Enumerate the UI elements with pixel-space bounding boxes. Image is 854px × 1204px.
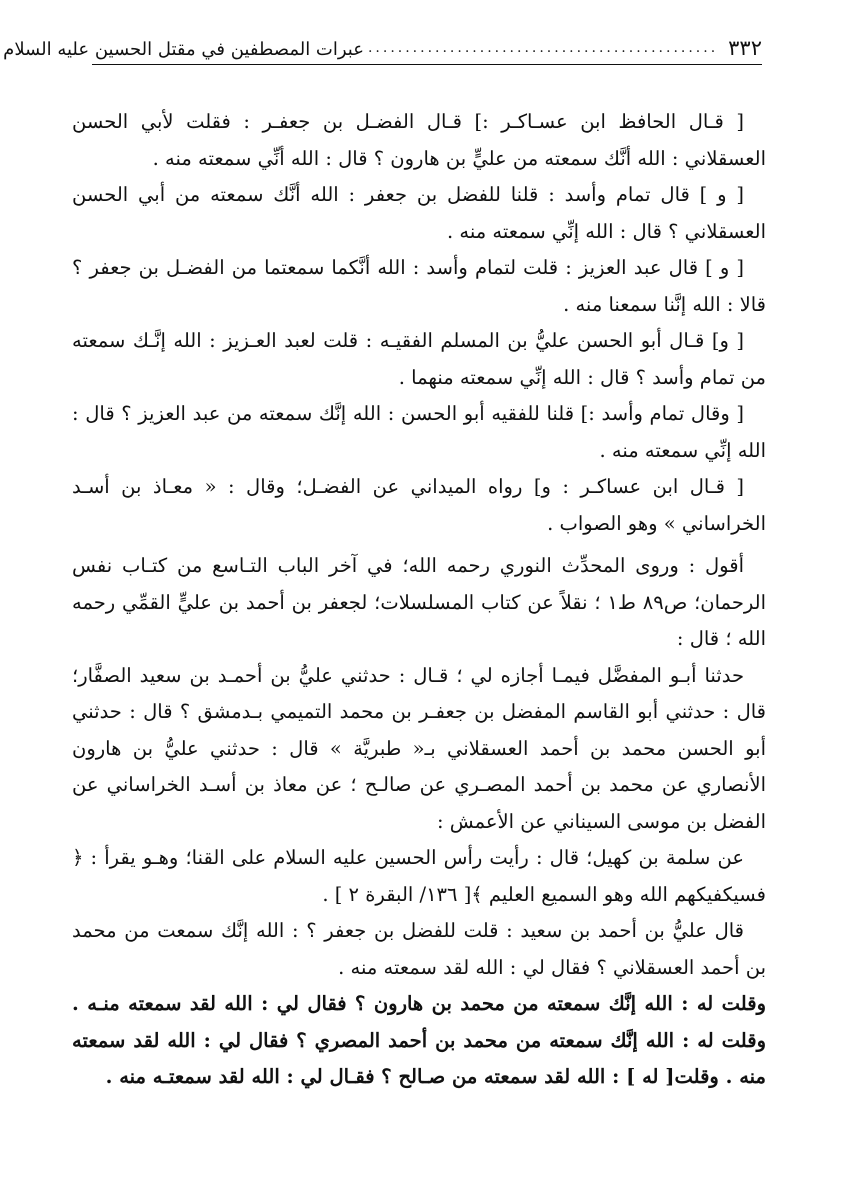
paragraph: قال عليُّ بن أحمد بن سعيد : قلت للفضل بن جعفر ؟ : الله إنَّك سمعت من محمد بن أحمد العسقلاني ؟ فقال لي : الله لقد سمعته منه .	[72, 919, 766, 979]
paragraph: حدثنا أبـو المفضَّل فيمـا أجازه لي ؛ قـال : حدثني عليُّ بن أحمـد بن سعيد الصفَّار؛ قال : حدثني أبو القاسم المفضل بن جعفـر بن محمد التميمي بـدمشق ؟ قال : حدثني أبو الحسن محمد بن أحمد العسقلاني بـ« طبريَّة » قال : حدثني عليُّ بن هارون الأنصاري عن محمد بن أحمد المصـري عن صالـح ؛ عن معاذ بن أسـد الخراساني عن الفضل بن موسى السيناني عن الأعمش :	[72, 663, 766, 833]
body-text	[72, 104, 766, 1096]
paragraph: [ وقال تمام وأسد :] قلنا للفقيه أبو الحسن : الله إنَّك سمعته من عبد العزيز ؟ قال : الله إنِّي سمعته منه .	[72, 402, 766, 462]
paragraph: [ قـال ابن عساكـر : و] رواه الميداني عن الفضـل؛ وقال : « معـاذ بن أسـد الخراساني » وهو الصواب .	[72, 475, 766, 535]
book-title: عبرات المصطفين في مقتل الحسين عليه السلام	[3, 39, 364, 60]
header-rule	[92, 64, 762, 65]
paragraph: [ و ] قال عبد العزيز : قلت لتمام وأسد : الله أنَّكما سمعتما من الفضـل بن جعفر ؟ قالا : الله إنَّنا سمعنا منه .	[72, 256, 766, 316]
paragraph: عن سلمة بن كهيل؛ قال : رأيت رأس الحسين عليه السلام على القنا؛ وهـو يقرأ : ﴿ فسيكفيكهم الله وهو السميع العليم ﴾[ ١٣٦/ البقرة ٢ ] .	[72, 846, 766, 906]
paragraph: [ و ] قال تمام وأسد : قلنا للفضل بن جعفر : الله أنَّك سمعته من أبي الحسن العسقلاني ؟ قال : الله إنِّي سمعته منه .	[72, 183, 766, 243]
paragraph: [ و] قـال أبو الحسن عليُّ بن المسلم الفقيـه : قلت لعبد العـزيز : الله إنَّـك سمعته من تمام وأسد ؟ قال : الله إنِّي سمعته منهما .	[72, 329, 766, 389]
running-header	[3, 26, 762, 60]
paragraph: أقول : وروى المحدِّث النوري رحمه الله؛ في آخر الباب التـاسع من كتـاب نفس الرحمان؛ ص٨٩ ط١ ؛ نقلاً عن كتاب المسلسلات؛ لجعفر بن أحمد بن عليٍّ القمِّي رحمه الله ؛ قال :	[72, 554, 766, 650]
page-number: ٣٣٢	[728, 36, 762, 60]
paragraph: [ قـال الحافظ ابن عسـاكـر :] قـال الفضـل بن جعفـر : فقلت لأبي الحسن العسقلاني : الله أنَّك سمعته من عليٍّ بن هارون ؟ قال : الله أنِّي سمعته منه .	[72, 110, 766, 170]
paragraph: وقلت له : الله إنَّك سمعته من محمد بن هارون ؟ فقال لي : الله لقد سمعته منـه . وقلت له : الله إنَّك سمعته من محمد بن أحمد المصري ؟ فقال لي : الله لقد سمعته منه . وقلت[ له ] : الله لقد سمعته من صـالح ؟ فقـال لي : الله لقد سمعتـه منه .	[72, 992, 766, 1088]
dot-leader: ...............................................	[367, 40, 719, 56]
